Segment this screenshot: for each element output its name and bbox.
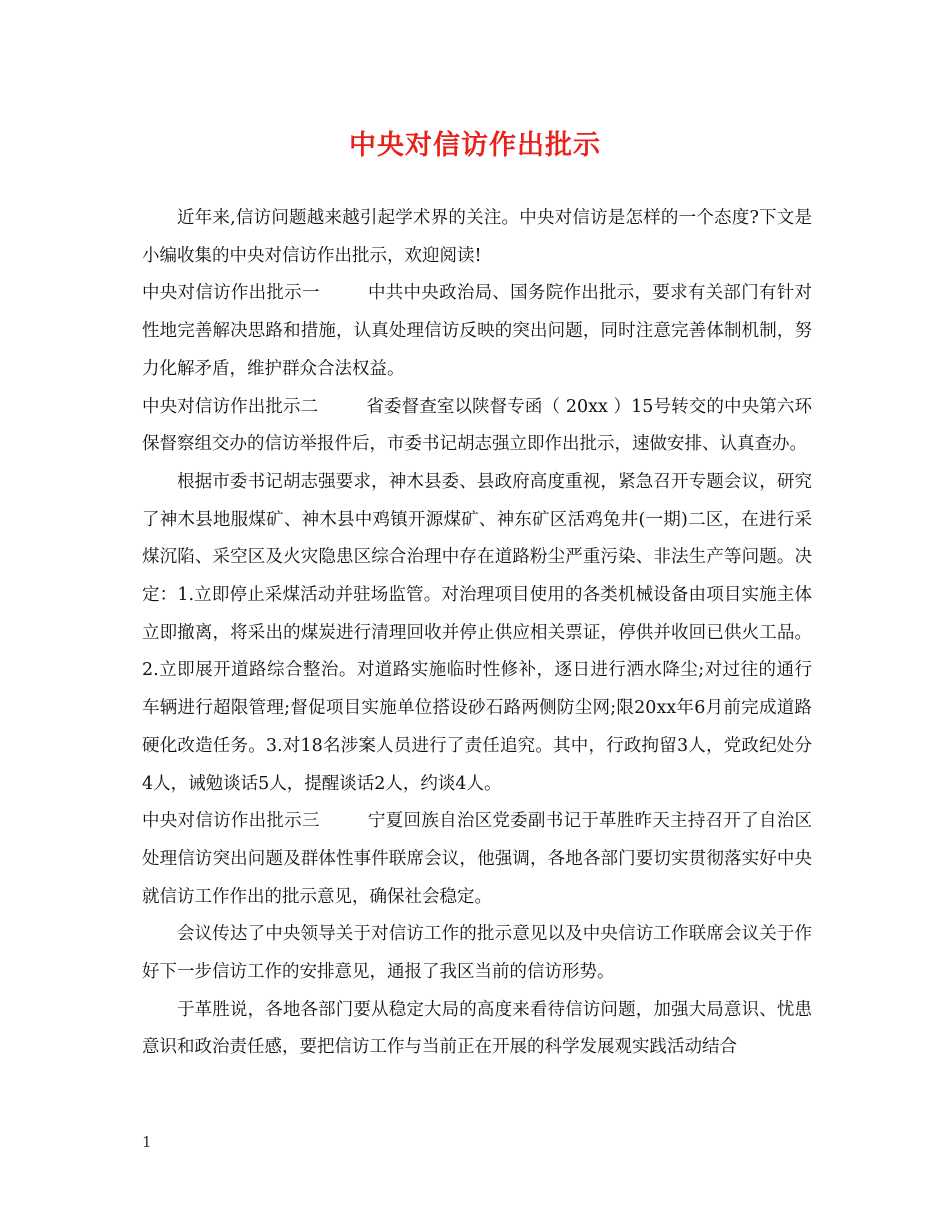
page-number: 1 [142, 1133, 152, 1151]
paragraph-instruction-3 [142, 803, 812, 916]
document-body [142, 200, 812, 1067]
paragraph-text: 近年来,信访问题越来越引起学术界的关注。中央对信访是怎样的一个态度?下文是小编收集的中央对信访作出批示，欢迎阅读! [142, 208, 812, 266]
paragraph-instruction-1 [142, 275, 812, 388]
section-heading: 中央对信访作出批示一 [142, 283, 320, 304]
paragraph-text: 会议传达了中央领导关于对信访工作的批示意见以及中央信访工作联席会议关于作好下一步信访工作的安排意见，通报了我区当前的信访形势。 [142, 924, 812, 983]
section-heading: 中央对信访作出批示三 [142, 811, 320, 832]
paragraph-text: 于革胜说，各地各部门要从稳定大局的高度来看待信访问题，加强大局意识、忧患意识和政治责任感，要把信访工作与当前正在开展的科学发展观实践活动结合 [142, 999, 812, 1058]
paragraph-text: 中共中央政治局、国务院作出批示，要求有关部门有针对性地完善解决思路和措施，认真处理信访反映的突出问题，同时注意完善体制机制，努力化解矛盾，维护群众合法权益。 [142, 283, 813, 379]
paragraph-instruction-2 [142, 389, 812, 464]
paragraph-measures [142, 464, 812, 803]
paragraph-text: 宁夏回族自治区党委副书记于革胜昨天主持召开了自治区处理信访突出问题及群体性事件联席会议，他强调，各地各部门要切实贯彻落实好中央就信访工作作出的批示意见，确保社会稳定。 [142, 811, 813, 907]
paragraph-intro [142, 200, 812, 275]
paragraph-meeting [142, 916, 812, 991]
document-title: 中央对信访作出批示 [349, 130, 601, 161]
section-heading: 中央对信访作出批示二 [142, 396, 319, 417]
paragraph-text: 省委督查室以陕督专函（ 20xx ）15号转交的中央第六环保督察组交办的信访举报件后，市委书记胡志强立即作出批示，速做安排、认真查办。 [142, 396, 813, 455]
paragraph-speech [142, 992, 812, 1067]
paragraph-text: 根据市委书记胡志强要求，神木县委、县政府高度重视，紧急召开专题会议，研究了神木县地服煤矿、神木县中鸡镇开源煤矿、神东矿区活鸡兔井(一期)二区，在进行采煤沉陷、采空区及火灾隐患区综合治理中存在道路粉尘严重污染、非法生产等问题。决定：1.立即停止采煤活动并驻场监管。对治理项目使用的各类机械设备由项目实施主体立即撤离，将采出的煤炭进行清理回收并停止供应相关票证，停供并收回已供火工品。2.立即展开道路综合整治。对道路实施临时性修补，逐日进行洒水降尘;对过往的通行车辆进行超限管理;督促项目实施单位搭设砂石路两侧防尘网;限20xx年6月前完成道路硬化改造任务。3.对18名涉案人员进行了责任追究。其中，行政拘留3人，党政纪处分4人，诫勉谈话5人，提醒谈话2人，约谈4人。 [142, 471, 812, 794]
